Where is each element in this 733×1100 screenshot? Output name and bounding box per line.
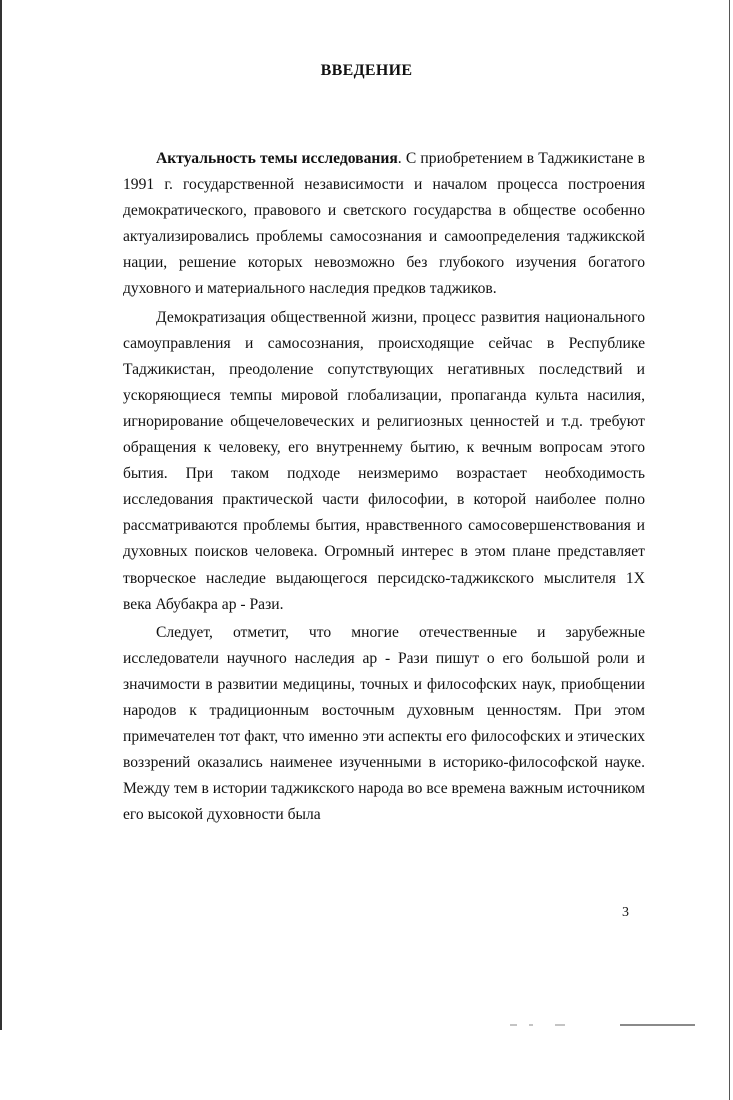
page-title: ВВЕДЕНИЕ [320,62,413,79]
scan-border-right [729,0,730,1100]
paragraph-1 [123,146,645,303]
paragraph-2: Демократизация общественной жизни, процесс развития национального самоуправления и самосознания, происходящие сейчас в Республике Таджикистан, преодоление сопутствующих негативных последствий и ускоряющиеся темпы мировой глобализации, пропаганда культа насилия, игнорирование общечеловеческих и религиозных ценностей и т.д. требуют обращения к человеку, его внутреннему бытию, к вечным вопросам этого бытия. При таком подходе неизмеримо возрастает необходимость исследования практической части философии, в которой наиболее полно рассматриваются проблемы бытия, нравственного самосовершенствования и духовных поисков человека. Огромный интерес в этом плане представляет творческое наследие выдающегося персидско-таджикского мыслителя 1Х века Абубакра ар - Рази. [123,308,645,613]
paragraph-1-lead: Актуальность темы исследования [156,150,398,167]
paragraph-1-text: . С приобретением в Таджикистане в 1991 г. государственной независимости и началом процесса построения демократического, правового и светского государства в обществе особенно актуализировались проблемы самосознания и самоопределения таджикской нации, решение которых невозможно без глубокого изучения богатого духовного и материального наследия предков таджиков. [123,150,645,298]
page-number: 3 [622,905,629,920]
body-text [123,146,645,828]
paragraph-3: Следует, отметит, что многие отечественные и зарубежные исследователи научного наследия ар - Рази пишут о его большой роли и значимости в развитии медицины, точных и философских наук, приобщении народов к традиционным восточным духовным ценностям. При этом примечателен тот факт, что именно эти аспекты его философских и этических воззрений оказались наименее изученными в историко-философской науке. Между тем в истории таджикского народа во все времена важным источником его высокой духовности была [123,623,645,824]
scan-artifact-marks [505,1020,695,1028]
scan-border-left [0,0,2,1030]
